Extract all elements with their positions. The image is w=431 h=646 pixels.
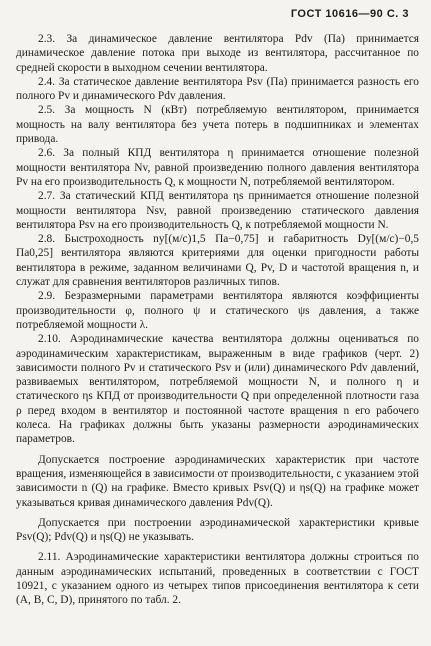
paragraph-2-9: 2.9. Безразмерными параметрами вентилятора являются коэффициенты производительности φ, полного ψ и статического ψs давления, а также потребляемой мощности λ. — [16, 290, 419, 331]
paragraph-2-5: 2.5. За мощность N (кВт) потребляемую вентилятором, принимается мощность на валу вентилятора без учета потерь в подшипниках и элементах привода. — [16, 104, 419, 146]
paragraph-2-11: 2.11. Аэродинамические характеристики вентилятора должны строиться по данным аэродинамических испытаний, проведенных в соответствии с ГОСТ 10921, с указанием одного из четырех типов присоединения вентилятора к сети (А, В, С, D), принятого по табл. 2. — [16, 551, 419, 607]
page-header: ГОСТ 10616—90 С. 3 — [290, 8, 409, 20]
paragraph-2-7: 2.7. За статический КПД вентилятора ηs принимается отношение полезной мощности вентилятора Nsv, равной произведению статического давления вентилятора Psv на его производительность Q, к потребляемой мощности N. — [16, 190, 419, 231]
paragraph-2-8: 2.8. Быстроходность ny[(м/с)1,5 Па−0,75] и габаритность Dy[(м/с)−0,5 Па0,25] вентилятора являются критериями для оценки пригодности работы вентилятора в режиме, заданном величинами Q, Pv, D и частотой вращения n, и служат для сравнения вентиляторов различных типов. — [16, 233, 419, 289]
paragraph-allowance-1: Допускается построение аэродинамических характеристик при частоте вращения, изменяющейся в зависимости от производительности, с указанием этой зависимости n (Q) на графике. Вместо кривых Psv(Q) и ηs(Q) на графике может указываться кривая динамического давления Pdv(Q). — [16, 453, 419, 509]
paragraph-allowance-2: Допускается при построении аэродинамической характеристики кривые Psv(Q); Pdv(Q) и ηs(Q) не указывать. — [16, 516, 419, 544]
paragraph-2-10: 2.10. Аэродинамические качества вентилятора должны оцениваться по аэродинамическим характеристикам, выраженным в виде графиков (черт. 2) зависимости полного Pv и статического Psv и (или) динамического Pdv давлений, развиваемых вентилятором, потребляемой мощности N, и полного η и статического ηs КПД от производительности Q при определенной плотности газа ρ перед входом в вентилятор и постоянной частоте вращения n его рабочего колеса. На графиках должны быть указаны размерности аэродинамических параметров. — [16, 333, 419, 446]
paragraph-2-3: 2.3. За динамическое давление вентилятора Pdv (Па) принимается динамическое давление потока при выходе из вентилятора, рассчитанное по средней скорости в выходном сечении вентилятора. — [16, 33, 419, 74]
paragraph-2-4: 2.4. За статическое давление вентилятора Psv (Па) принимается разность его полного Pv и динамического Pdv давления. — [16, 75, 419, 103]
paragraph-2-6: 2.6. За полный КПД вентилятора η принимается отношение полезной мощности вентилятора Nv, равной произведению полного давления вентилятора Pv на его производительность Q, к мощности N, потребляемой вентилятором. — [16, 147, 419, 188]
